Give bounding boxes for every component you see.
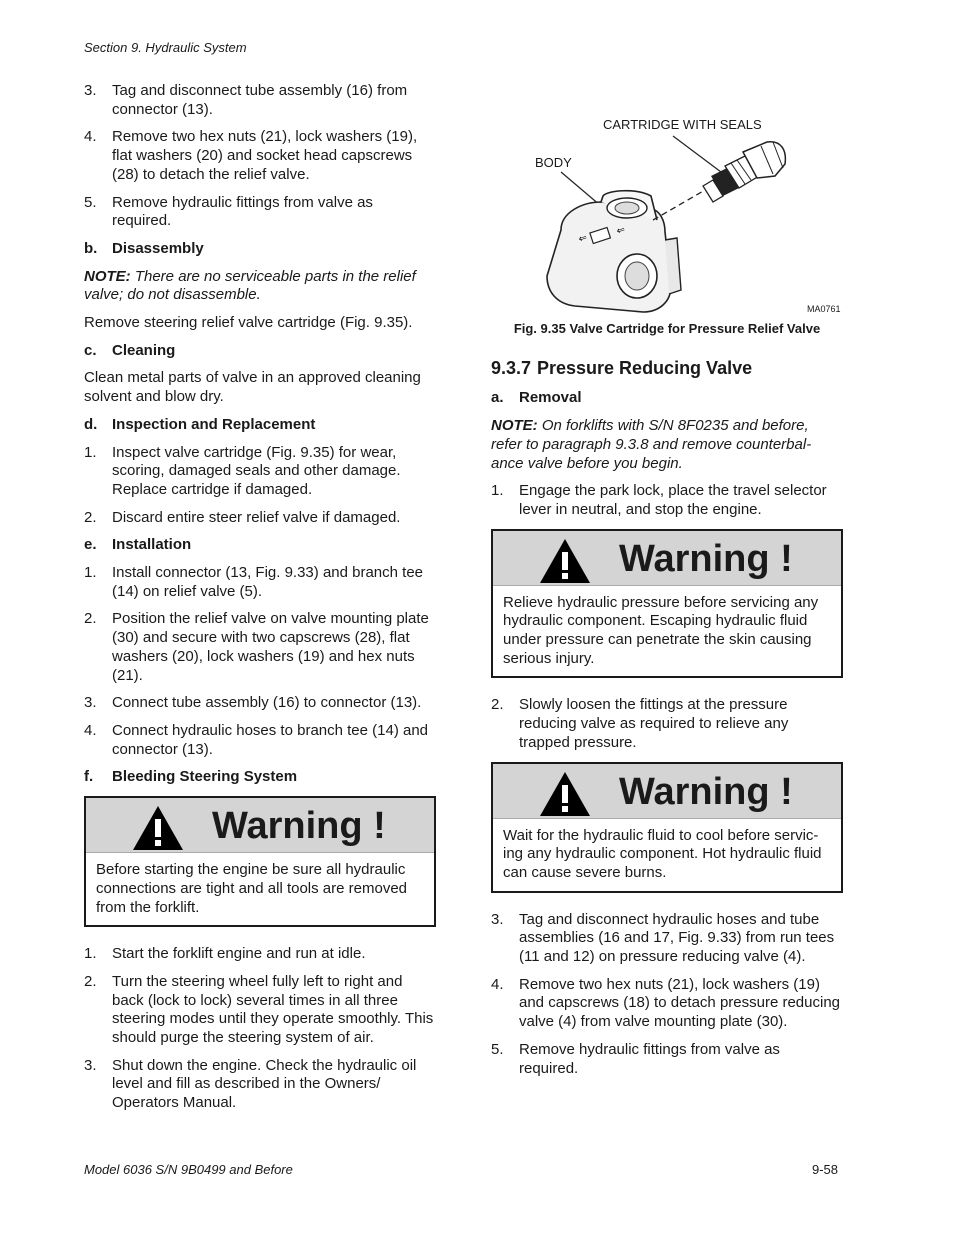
step-text: Engage the park lock, place the travel selector lever in neutral, and stop the engine. (519, 482, 827, 518)
step-text: Turn the steering wheel fully left to right and back (lock to lock) several times in all three steering modes until they operate smoothly. This should purge the steering system of air. (112, 972, 434, 1047)
step-text: Remove hydraulic fittings from valve as required. (519, 1040, 780, 1077)
step-number: 5. (491, 1040, 504, 1058)
subheading-cleaning: c. Cleaning (84, 341, 176, 359)
step-text: Tag and disconnect tube assembly (16) from connector (13). (112, 82, 408, 118)
paragraph: Remove steering relief valve cartridge (Fig. 9.35). (84, 314, 413, 332)
step-number: 1. (491, 482, 504, 500)
list-item (491, 976, 843, 1032)
step-text: Tag and disconnect hydraulic hoses and tube assemblies (16 and 17, Fig. 9.33) from run tees (11 and 12) on pressure reducing valve (4). (519, 910, 835, 966)
step-number: 3. (491, 910, 504, 928)
step-number: 3. (84, 694, 97, 712)
step-text: Discard entire steer relief valve if damaged. (112, 508, 401, 526)
warning-box (84, 796, 436, 927)
list-item (491, 1041, 843, 1078)
warning-text: Before starting the engine be sure all hydraulic connections are tight and all tools are removed from the forklift. (96, 861, 408, 916)
step-text: Inspect valve cartridge (Fig. 9.35) for wear, scoring, damaged seals and other damage. Replace cartridge if damaged. (112, 443, 401, 498)
warning-header (493, 531, 841, 586)
step-number: 1. (84, 443, 97, 461)
list-item (84, 564, 436, 601)
list-item (491, 482, 843, 519)
running-header: Section 9. Hydraulic System (84, 40, 247, 55)
step-number: 2. (491, 696, 504, 714)
list-item (84, 722, 436, 759)
subheading-installation: e. Installation (84, 536, 192, 554)
step-number: 3. (84, 1056, 97, 1074)
note-text: On forklifts with S/N 8F0235 and before, refer to paragraph 9.3.8 and remove counterbal-ance valve before you begin. (491, 417, 812, 472)
step-text: Position the relief valve on valve mounting plate (30) and secure with two capscrews (28), flat washers (20), lock washers (19) and hex nuts (21). (112, 610, 429, 684)
step-text: Remove two hex nuts (21), lock washers (19), flat washers (20) and socket head capscrews (28) to detach the relief valve. (112, 128, 418, 183)
list-item (491, 911, 843, 967)
list-item (84, 694, 436, 713)
step-number: 1. (84, 945, 97, 963)
step-number: 2. (84, 508, 97, 526)
subheading-removal: a. Removal (491, 389, 582, 407)
step-text: Connect hydraulic hoses to branch tee (14) and connector (13). (112, 721, 429, 758)
step-number: 4. (491, 975, 504, 993)
step-text: Remove hydraulic fittings from valve as required. (112, 193, 373, 230)
step-text: Connect tube assembly (16) to connector (13). (112, 694, 422, 712)
svg-text:⇐: ⇐ (615, 224, 627, 238)
step-number: 4. (84, 128, 97, 146)
warning-triangle-icon (132, 805, 184, 851)
step-number: 5. (84, 193, 97, 211)
subheading-inspection: d. Inspection and Replacement (84, 415, 316, 433)
note-label: NOTE: (84, 267, 131, 285)
warning-text: Wait for the hydraulic fluid to cool before servic-ing any hydraulic component. Hot hydraulic fluid can cause severe burns. (503, 826, 822, 881)
warning-title: Warning ! (619, 770, 793, 813)
list-item (84, 194, 436, 231)
list-item (84, 444, 436, 500)
warning-header (493, 764, 841, 819)
footer-model: Model 6036 S/N 9B0499 and Before (84, 1162, 293, 1177)
step-text: Install connector (13, Fig. 9.33) and branch tee (14) on relief valve (5). (112, 564, 424, 600)
step-number: 2. (84, 972, 97, 990)
note-text: There are no serviceable parts in the relief valve; do not disassemble. (84, 267, 416, 304)
warning-box (491, 762, 843, 893)
figure-valve-cartridge (491, 80, 843, 320)
right-column (491, 80, 843, 1087)
step-text: Start the forklift engine and run at idle. (112, 945, 366, 963)
note (84, 268, 436, 305)
subheading-bleeding: f. Bleeding Steering System (84, 768, 298, 786)
figure-code: MA0761 (807, 304, 841, 314)
warning-triangle-icon (539, 771, 591, 817)
left-column (84, 82, 436, 1122)
step-number: 4. (84, 721, 97, 739)
list-item (491, 696, 843, 752)
figure-caption: Fig. 9.35 Valve Cartridge for Pressure Relief Valve (513, 321, 821, 336)
note-label: NOTE: (491, 417, 538, 435)
warning-title: Warning ! (619, 537, 793, 580)
list-item (84, 973, 436, 1048)
page-number: 9-58 (812, 1162, 839, 1177)
warning-header (86, 798, 434, 853)
warning-text: Relieve hydraulic pressure before servicing any hydraulic component. Escaping hydraulic fluid under pressure can penetrate the skin causing serious injury. (503, 593, 819, 667)
step-text: Slowly loosen the fittings at the pressure reducing valve as required to relieve any trapped pressure. (519, 696, 789, 751)
step-number: 2. (84, 610, 97, 628)
list-item (84, 610, 436, 685)
warning-triangle-icon (539, 538, 591, 584)
list-item (84, 1057, 436, 1113)
svg-text:⇐: ⇐ (577, 232, 589, 246)
label-cartridge-with-seals: CARTRIDGE WITH SEALS (603, 117, 762, 132)
section-heading: 9.3.7 Pressure Reducing Valve (491, 357, 753, 378)
paragraph: Clean metal parts of valve in an approved cleaning solvent and blow dry. (84, 369, 421, 406)
list-item (84, 82, 436, 119)
label-body: BODY (535, 155, 572, 170)
step-number: 1. (84, 564, 97, 582)
step-text: Shut down the engine. Check the hydraulic oil level and fill as described in the Owners/ Operators Manual. (112, 1056, 417, 1112)
step-text: Remove two hex nuts (21), lock washers (19) and capscrews (18) to detach pressure reducing valve (4) from valve mounting plate (30). (519, 975, 841, 1031)
list-item (84, 128, 436, 184)
warning-box (491, 529, 843, 679)
list-item (84, 509, 436, 528)
note (491, 417, 843, 473)
warning-title: Warning ! (212, 805, 386, 848)
subheading-disassembly: b. Disassembly (84, 239, 204, 257)
list-item (84, 945, 436, 964)
step-number: 3. (84, 82, 97, 99)
